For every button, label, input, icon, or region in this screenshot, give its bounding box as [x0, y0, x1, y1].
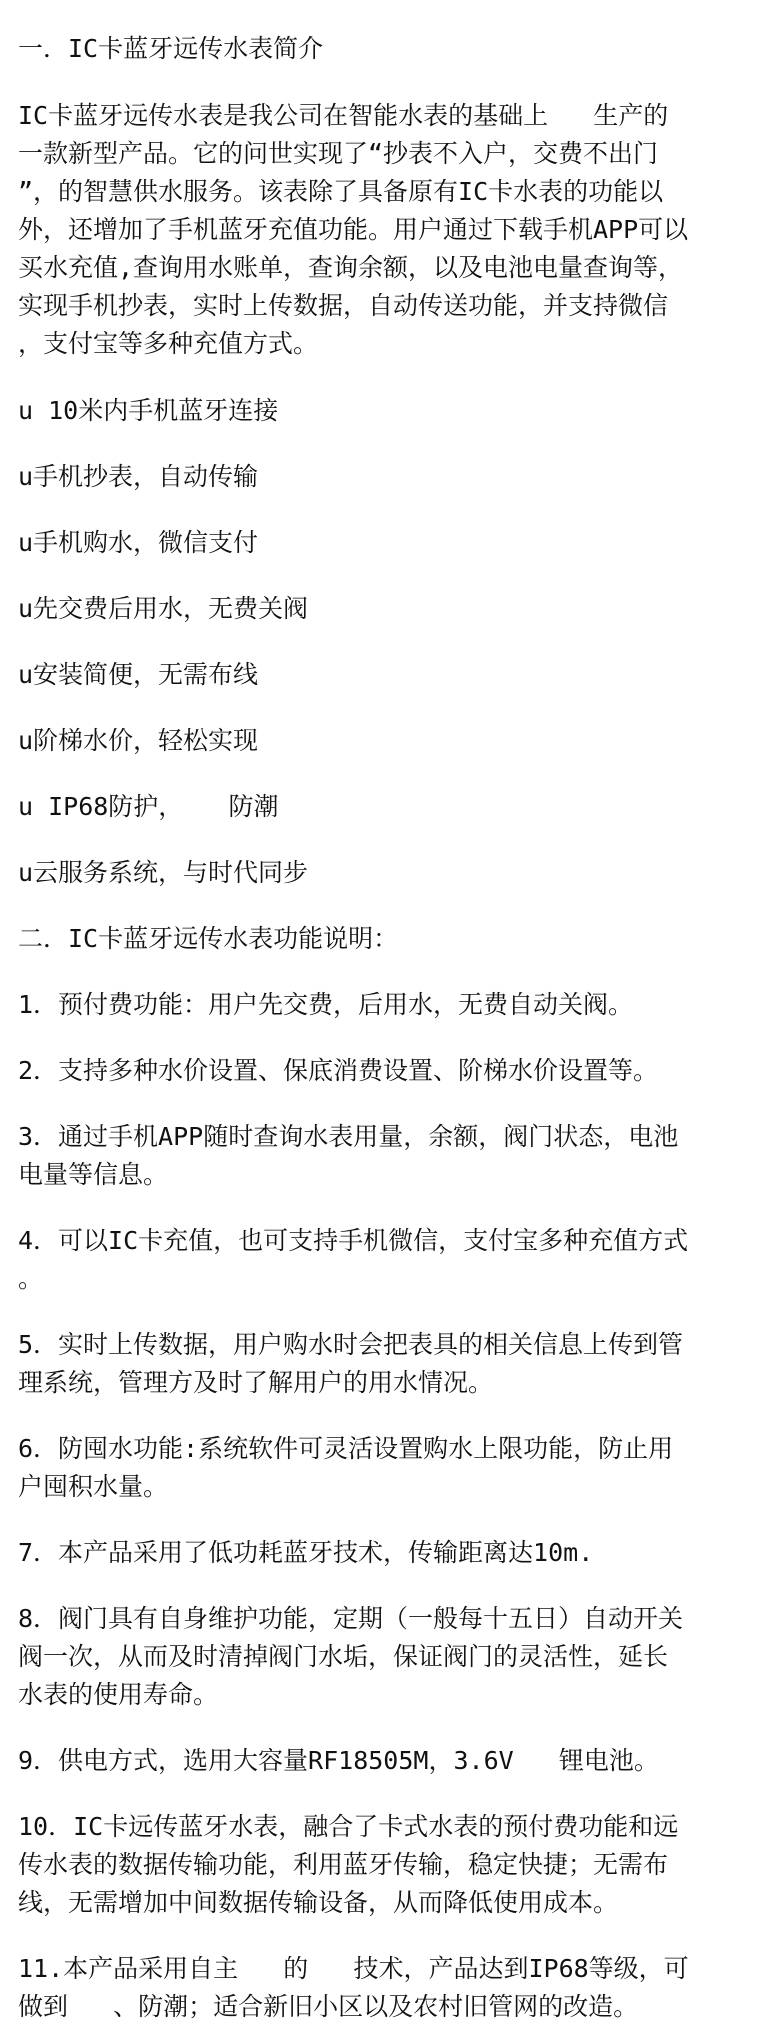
function-line: 11.本产品采用自主 的 技术，产品达到IP68等级，可 [18, 1954, 689, 1983]
function-item-11 [18, 1950, 762, 2026]
document-body [18, 30, 762, 2026]
function-line: 电量等信息。 [18, 1160, 169, 1189]
intro-line: ，支付宝等多种充值方式。 [18, 329, 319, 358]
function-line: 5．实时上传数据，用户购水时会把表具的相关信息上传到管 [18, 1330, 684, 1359]
function-line: 1．预付费功能：用户先交费，后用水，无费自动关阀。 [18, 990, 634, 1019]
function-line: 6．防囤水功能:系统软件可灵活设置购水上限功能，防止用 [18, 1434, 674, 1463]
function-line: 2．支持多种水价设置、保底消费设置、阶梯水价设置等。 [18, 1056, 659, 1085]
function-line: 。 [18, 1264, 44, 1293]
function-line: 3．通过手机APP随时查询水表用量，余额，阀门状态，电池 [18, 1122, 679, 1151]
function-line: 8．阀门具有自身维护功能，定期（一般每十五日）自动开关 [18, 1604, 684, 1633]
function-item-8 [18, 1600, 762, 1714]
feature-item: u先交费后用水，无费关阀 [18, 594, 309, 623]
feature-item: u安装简便，无需布线 [18, 660, 259, 689]
function-line: 水表的使用寿命。 [18, 1680, 219, 1709]
function-line: 阀一次，从而及时清掉阀门水垢，保证阀门的灵活性，延长 [18, 1642, 669, 1671]
feature-item: u手机购水，微信支付 [18, 528, 259, 557]
function-line: 9．供电方式，选用大容量RF18505M，3.6V 锂电池。 [18, 1746, 659, 1775]
function-line: 理系统，管理方及时了解用户的用水情况。 [18, 1368, 494, 1397]
function-line: 4．可以IC卡充值，也可支持手机微信，支付宝多种充值方式 [18, 1226, 689, 1255]
function-line: 10．IC卡远传蓝牙水表，融合了卡式水表的预付费功能和远 [18, 1812, 679, 1841]
function-line: 线，无需增加中间数据传输设备，从而降低使用成本。 [18, 1888, 619, 1917]
function-line: 做到 、防潮；适合新旧小区以及农村旧管网的改造。 [18, 1992, 639, 2021]
function-line: 传水表的数据传输功能，利用蓝牙传输，稳定快捷；无需布 [18, 1850, 669, 1879]
function-item-6 [18, 1430, 762, 1506]
feature-item: u IP68防护， 防潮 [18, 792, 279, 821]
feature-item: u手机抄表，自动传输 [18, 462, 259, 491]
function-item-10 [18, 1808, 762, 1922]
feature-item: u 10米内手机蓝牙连接 [18, 396, 279, 425]
intro-line: 一款新型产品。它的问世实现了“抄表不入户，交费不出门 [18, 139, 659, 168]
intro-line: 实现手机抄表，实时上传数据，自动传送功能，并支持微信 [18, 291, 669, 320]
function-item-1 [18, 986, 762, 1024]
function-item-3 [18, 1118, 762, 1194]
function-item-5 [18, 1326, 762, 1402]
intro-paragraph [18, 97, 762, 363]
function-item-2 [18, 1052, 762, 1090]
function-line: 户囤积水量。 [18, 1472, 169, 1501]
intro-line: ”，的智慧供水服务。该表除了具备原有IC卡水表的功能以 [18, 177, 664, 206]
section-2-heading: 二．IC卡蓝牙远传水表功能说明： [18, 924, 399, 953]
feature-item: u阶梯水价，轻松实现 [18, 726, 259, 755]
intro-line: 买水充值,查询用水账单，查询余额，以及电池电量查询等， [18, 253, 684, 282]
function-line: 7．本产品采用了低功耗蓝牙技术，传输距离达10m. [18, 1538, 594, 1567]
feature-item: u云服务系统，与时代同步 [18, 858, 309, 887]
function-item-7 [18, 1534, 762, 1572]
intro-line: 外，还增加了手机蓝牙充值功能。用户通过下载手机APP可以 [18, 215, 689, 244]
function-item-9 [18, 1742, 762, 1780]
function-item-4 [18, 1222, 762, 1298]
section-1-heading: 一．IC卡蓝牙远传水表简介 [18, 34, 324, 63]
intro-line: IC卡蓝牙远传水表是我公司在智能水表的基础上 生产的 [18, 101, 669, 130]
